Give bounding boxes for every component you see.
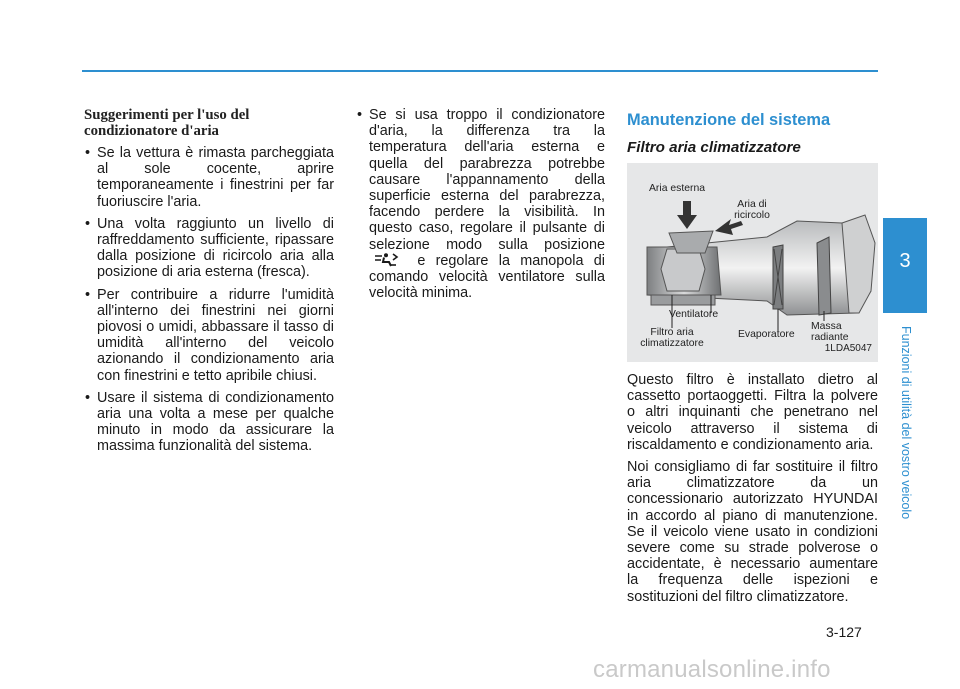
bullet-text-end: e regolare la manopola di comando velocità ventilatore sulla velocità minima.	[369, 252, 605, 302]
chapter-title: Funzioni di utilità del vostro veicolo	[899, 326, 913, 520]
filter-paragraph: Noi consigliamo di far sostituire il filtro aria climatizzatore da un concessionario autorizzato HYUNDAI in accordo al piano di manutenzione. Se il veicolo viene usato in condizioni severe come su strade polverose o accidentate, è necessario aumentare la frequenza delle ispezioni e sostituzioni del filtro climatizzatore.	[627, 459, 878, 605]
tips-heading: Suggerimenti per l'uso del condizionatore d'aria	[84, 107, 250, 139]
chapter-number: 3	[899, 250, 911, 272]
column-1	[84, 107, 334, 461]
subsection-title: Filtro aria climatizzatore	[627, 139, 801, 156]
label-heater-core: Massa radiante	[811, 321, 849, 343]
label-air-filter: Filtro aria climatizzatore	[640, 327, 704, 349]
tips-list-continued	[356, 107, 605, 301]
filter-paragraph: Questo filtro è installato dietro al cassetto portaoggetti. Filtra la polvere o altri inquinanti che penetrano nel veicolo attraverso il sistema di riscaldamento e condizionamento aria.	[627, 372, 878, 453]
label-fan: Ventilatore	[669, 309, 719, 320]
list-item: • Usare il sistema di condizionamento aria una volta a mese per qualche minuto in modo da assicurare la massima funzionalità del sistema.	[84, 390, 334, 455]
page-number: 3-127	[826, 624, 862, 640]
label-recirculation-air: Aria di ricircolo	[734, 199, 770, 221]
figure-code: 1LDA5047	[824, 342, 872, 354]
label-evaporator: Evaporatore	[738, 329, 795, 340]
list-item: • Per contribuire a ridurre l'umidità all'interno dei finestrini nei giorni piovosi o umidi, abbassare il tasso di umidità all'interno del veicolo azionando il condizionamento aria con finestrini e tetto apribile chiusi.	[84, 287, 334, 384]
list-item: • Una volta raggiunto un livello di raffreddamento sufficiente, ripassare dalla posizione di ricircolo aria alla posizione di aria esterna (fresca).	[84, 216, 334, 281]
label-outside-air: Aria esterna	[649, 183, 706, 194]
defrost-floor-mode-icon	[369, 253, 407, 267]
section-title: Manutenzione del sistema	[627, 111, 831, 129]
list-item: • Se la vettura è rimasta parcheggiata al sole cocente, aprire temporaneamente i finestrini per far fuoriuscire l'aria.	[84, 145, 334, 210]
column-3	[627, 107, 878, 611]
watermark: carmanualsonline.info	[593, 656, 831, 683]
header-rule	[82, 70, 878, 72]
list-item	[356, 107, 605, 301]
column-2	[356, 107, 605, 307]
bullet-text-start: Se si usa troppo il condizionatore d'aria, la differenza tra la temperatura dell'aria esterna e quella del parabrezza potrebbe causare l'appannamento della superficie esterna del parabrezza, facendo perdere la visibilità. In questo caso, regolare il pulsante di selezione modo sulla posizione	[369, 107, 605, 253]
chapter-tab	[883, 218, 927, 313]
tips-list	[84, 145, 334, 455]
climate-filter-diagram	[627, 163, 878, 362]
